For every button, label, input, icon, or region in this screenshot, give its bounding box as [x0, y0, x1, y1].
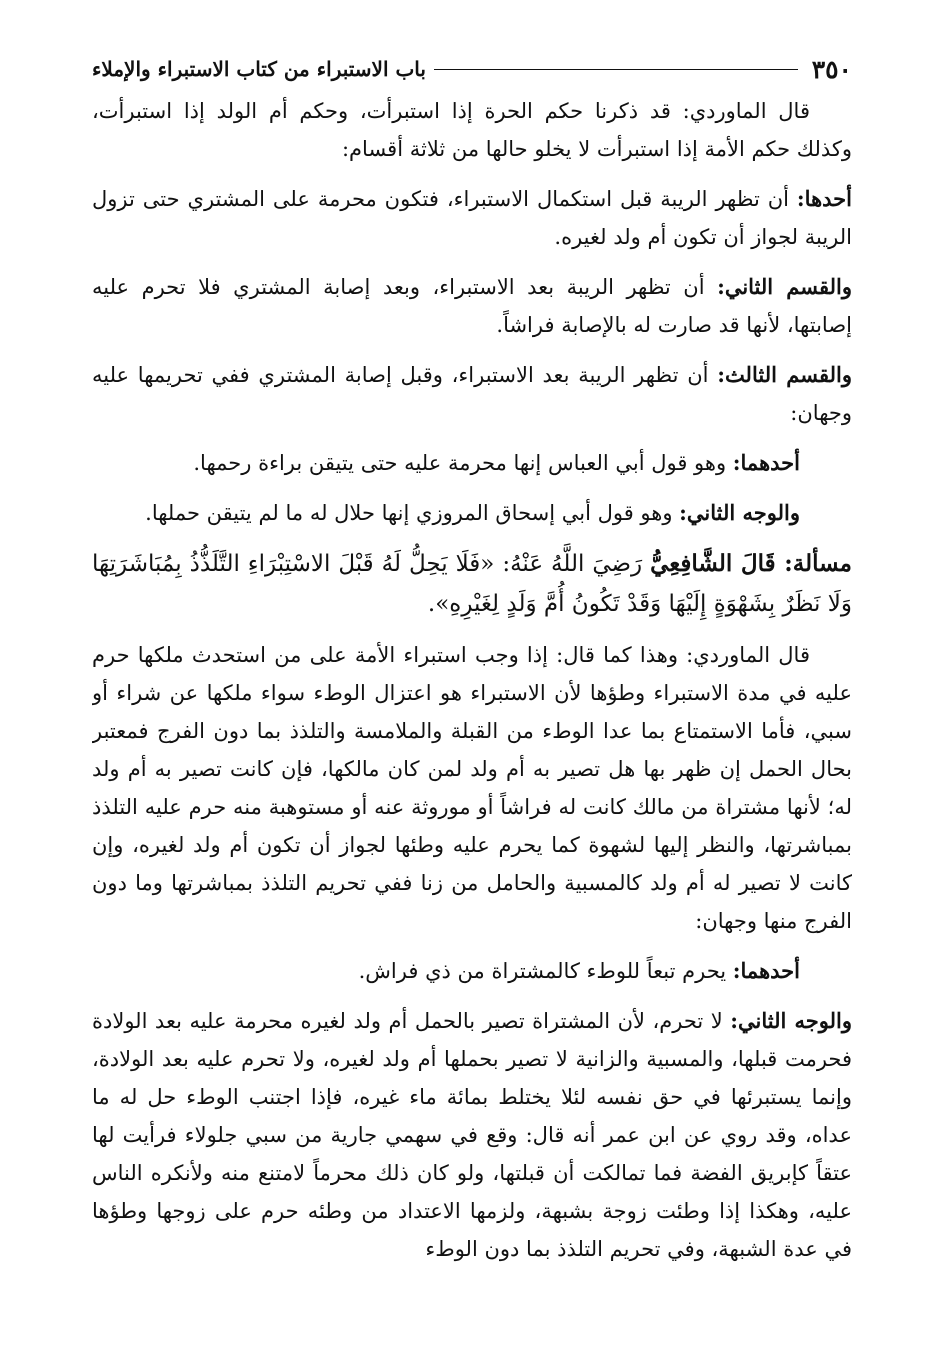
paragraph-label: أحدها:: [796, 186, 852, 211]
paragraph-text: رَضِيَ اللَّهُ عَنْهُ: «فَلَا يَحِلُّ لَهُ قَبْلَ الاسْتِبْرَاءِ التَّلَذُّذُ بِمُبَاشَرَتِهَا وَلَا نَظَرٌ بِشَهْوَةٍ إِلَيْهَا وَقَدْ تَكُونُ أُمَّ وَلَدٍ لِغَيْرِهِ».: [92, 551, 852, 617]
paragraph: [92, 180, 852, 256]
paragraph-text: قال الماوردي: وهذا كما قال: إذا وجب استبراء الأمة على من استحدث ملكها حرم عليه في مدة الاستبراء وطؤها لأن الاستبراء هو اعتزال الوطء سواء ملكها عن شراء أو سبي، فأما الاستمتاع بما عدا الوطء من القبلة والملامسة والتلذذ بما دون الفرج فمعتبر بحال الحمل إن ظهر بها هل تصير به أم ولد لمن كان مالكها، فإن كانت تصير به أم ولد له؛ لأنها مشتراة من مالك كانت له فراشاً أو موروثة عنه أو مستوهبة منه حرم عليه التلذذ بمباشرتها، والنظر إليها لشهوة كما يحرم عليه وطئها لجواز أن تكون أم ولد لغيره، وإن كانت لا تصير له أم ولد كالمسبية والحامل من زنا ففي تحريم التلذذ بمباشرتها وما دون الفرج منها وجهان:: [92, 643, 852, 933]
header-title: باب الاستبراء من كتاب الاستبراء والإملاء: [92, 57, 426, 81]
paragraph-text: أن تظهر الريبة قبل استكمال الاستبراء، فتكون محرمة على المشتري حتى تزول الريبة لجواز أن تكون أم ولد لغيره.: [92, 187, 852, 249]
paragraph-text: أن تظهر الريبة بعد الاستبراء، وقبل إصابة المشتري ففي تحريمها عليه وجهان:: [92, 363, 852, 425]
paragraph-label: أحدهما:: [732, 450, 800, 475]
paragraph-text: وهو قول أبي العباس إنها محرمة عليه حتى يتيقن براءة رحمها.: [193, 451, 733, 475]
paragraph-label: مسألة: قَالَ الشَّافِعِيُّ: [650, 550, 852, 577]
paragraph-text: قال الماوردي: قد ذكرنا حكم الحرة إذا استبرأت، وحكم أم الولد إذا استبرأت، وكذلك حكم الأمة إذا استبرأت لا يخلو حالها من ثلاثة أقسام:: [92, 99, 852, 161]
paragraph: [92, 636, 852, 940]
masala-paragraph: [92, 544, 852, 624]
running-header: [92, 52, 852, 86]
paragraph-label: والقسم الثاني:: [717, 274, 852, 299]
page-number: ٣٥٠: [811, 54, 852, 84]
header-rule: [434, 69, 798, 70]
paragraph: [92, 444, 852, 482]
paragraph-label: أحدهما:: [732, 958, 800, 983]
paragraph: [92, 268, 852, 344]
paragraph-label: والوجه الثاني:: [730, 1008, 852, 1033]
paragraph-text: يحرم تبعاً للوطء كالمشتراة من ذي فراش.: [358, 959, 733, 983]
paragraph: [92, 1002, 852, 1268]
page-body: [92, 92, 852, 1340]
paragraph-text: وهو قول أبي إسحاق المروزي إنها حلال له ما لم يتيقن حملها.: [145, 501, 680, 525]
paragraph-text: أن تظهر الريبة بعد الاستبراء، وبعد إصابة المشتري فلا تحرم عليه إصابتها، لأنها قد صارت له بالإصابة فراشاً.: [92, 275, 852, 337]
paragraph: [92, 494, 852, 532]
paragraph-label: والقسم الثالث:: [717, 362, 852, 387]
paragraph-label: والوجه الثاني:: [679, 500, 800, 525]
paragraph-text: لا تحرم، لأن المشتراة تصير بالحمل أم ولد لغيره محرمة عليه بعد الولادة فحرمت قبلها، والمسبية والزانية لا تصير بحملها أم ولد لغيره، ولا تحرم عليه بعد الولادة، وإنما يستبرئها في حق نفسه لئلا يختلط بمائة ماء غيره، فإذا اجتنب الوطء حل له ما عداه، وقد روي عن ابن عمر أنه قال: وقع في سهمي جارية من سبي جلولاء فرأيت لها عتقاً كإبريق الفضة فما تمالكت أن قبلتها، ولو كان ذلك محرماً لامتنع منه ولأنكره الناس عليه، وهكذا إذا وطئت زوجة بشبهة، ولزمها الاعتداد من وطئه حرم على زوجها وطؤها في عدة الشبهة، وفي تحريم التلذذ بما دون الوطء: [92, 1009, 852, 1261]
paragraph: [92, 356, 852, 432]
paragraph: [92, 952, 852, 990]
paragraph: [92, 92, 852, 168]
